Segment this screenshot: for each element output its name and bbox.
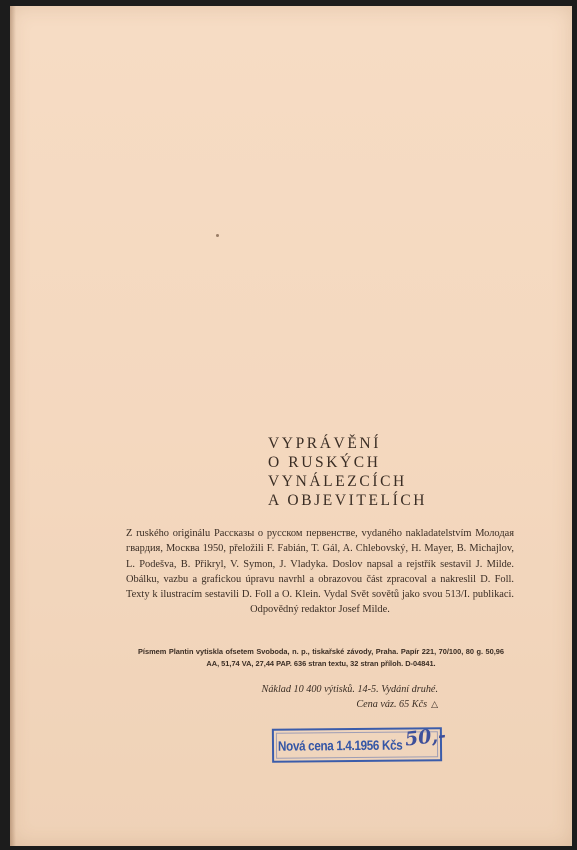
triangle-icon: △ xyxy=(431,699,438,709)
title-line-3: VYNÁLEZCÍCH xyxy=(268,473,407,490)
page-edge-shadow xyxy=(10,6,16,846)
title-line-4: A OBJEVITELÍCH xyxy=(268,492,428,509)
title-line-2: O RUSKÝCH xyxy=(268,454,381,471)
price-line xyxy=(206,697,438,712)
edition-info xyxy=(206,683,438,712)
paper-speck xyxy=(216,234,219,237)
book-title xyxy=(268,434,427,510)
credits-paragraph: Z ruského originálu Рассказы о русском первенстве, vydaného nakladatelstvím Молодая гвардия, Москва 1950, přeložili F. Fabián, T. Gál, A. Chlebovský, H. Mayer, B. Michajlov, L. Podešva, B. Přikryl, V. Symon, J. Vladyka. Doslov napsal a rejstřík sestavil J. Milde. Obálku, vazbu a grafickou úpravu navrhl a obrazovou část zpracoval a nakreslil D. Foll. Texty k ilustracím sestavili D. Foll a O. Klein. Vydal Svět sovětů jako svou 513/I. publikaci. Odpovědný redaktor Josef Milde. xyxy=(126,528,514,616)
new-price-stamp xyxy=(272,724,448,762)
book-page xyxy=(10,6,572,846)
print-run-line: Náklad 10 400 výtisků. 14-5. Vydání druhé. xyxy=(261,684,438,695)
handwritten-price: 50,- xyxy=(403,724,448,751)
title-line-1: VYPRÁVĚNÍ xyxy=(268,435,381,452)
stamp-text: Nová cena 1.4.1956 Kčs xyxy=(277,737,403,754)
price-text: Cena váz. 65 Kčs xyxy=(356,699,428,710)
printing-info: Písmem Plantin vytiskla ofsetem Svoboda, n. p., tiskařské závody, Praha. Papír 221, 70/100, 80 g. 50,96 AA, 51,74 VA, 27,44 PAP. 636 stran textu, 32 stran příloh. D-04841. xyxy=(138,647,504,668)
